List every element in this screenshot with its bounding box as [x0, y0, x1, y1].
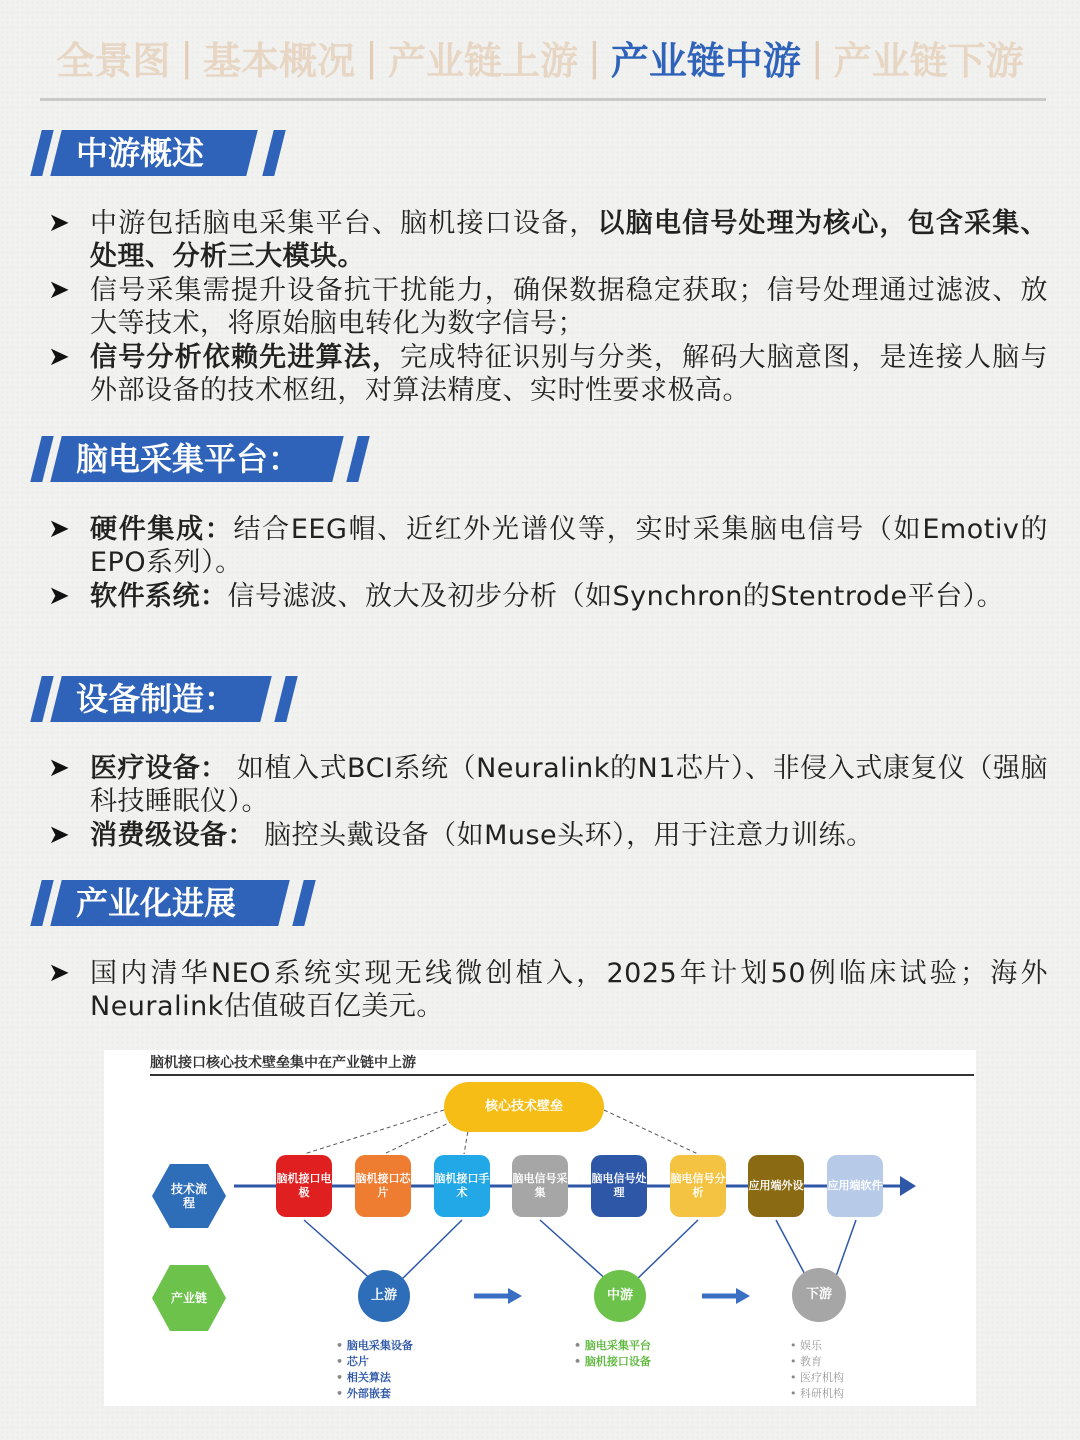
bullet-text: 信号采集需提升设备抗干扰能力，确保数据稳定获取；信号处理通过滤波、放大等技术，将原始脑电转化为数字信号；	[90, 275, 1048, 339]
list-item: • 芯片	[336, 1354, 413, 1370]
bullet-text: 如植入式BCI系统（Neuralink的N1芯片）、非侵入式康复仪（强脑科技睡眠仪）。	[90, 753, 1049, 817]
bullet-bold-text: 消费级设备：	[90, 820, 255, 851]
list-item	[48, 207, 1048, 273]
list-item	[48, 957, 1048, 1023]
list-item: • 科研机构	[790, 1386, 844, 1402]
core-barrier-node: 核心技术壁垒	[444, 1082, 604, 1132]
step-surgery: 脑机接口手术	[434, 1155, 490, 1217]
bullet-bold-text: 以脑电信号处理为核心，包含采集、处理、分析三大模块。	[90, 208, 1049, 272]
stage-upstream: 上游	[358, 1270, 410, 1322]
list-item	[48, 274, 1048, 340]
figure-title: 脑机接口核心技术壁垒集中在产业链中上游	[150, 1055, 416, 1071]
step-signal-collection: 脑电信号采集	[512, 1155, 568, 1217]
list-item	[48, 513, 1048, 579]
list-item: • 医疗机构	[790, 1370, 844, 1386]
arrow-bullet-icon: ➤	[48, 275, 70, 305]
section-title-text: 设备制造：	[76, 680, 237, 718]
list-item	[48, 752, 1048, 818]
bullet-text: 完成特征识别与分类，解码大脑意图，是连接人脑与外部设备的技术枢纽，对算法精度、实时性要求极高。	[90, 342, 1049, 406]
midstream-list	[574, 1338, 651, 1370]
arrow-bullet-icon: ➤	[48, 820, 70, 850]
arrow-bullet-icon: ➤	[48, 514, 70, 544]
nav-divider	[40, 98, 1046, 101]
nav-item-downstream[interactable]: 产业链下游	[833, 38, 1024, 83]
bullet-bold-text: 软件系统：	[90, 581, 228, 612]
bullet-text: 国内清华NEO系统实现无线微创植入，2025年计划50例临床试验；海外Neuralink估值破百亿美元。	[90, 958, 1048, 1022]
nav-item-overview[interactable]: 基本概况	[203, 38, 356, 83]
arrow-bullet-icon: ➤	[48, 581, 70, 611]
bullet-bold-text: 医疗设备：	[90, 753, 228, 784]
arrow-bullet-icon: ➤	[48, 208, 70, 238]
step-signal-analysis: 脑电信号分析	[670, 1155, 726, 1217]
list-item: • 娱乐	[790, 1338, 844, 1354]
step-electrode: 脑机接口电极	[276, 1155, 332, 1217]
bullet-bold-text: 硬件集成：	[90, 514, 234, 545]
list-item	[48, 341, 1048, 407]
step-software: 应用端软件	[827, 1155, 883, 1217]
downstream-list	[790, 1338, 844, 1402]
bullet-text: 脑控头戴设备（如Muse头环），用于注意力训练。	[255, 820, 874, 851]
stage-arrow-icon	[508, 1288, 522, 1304]
arrow-bullet-icon: ➤	[48, 753, 70, 783]
industry-chain-figure	[104, 1050, 976, 1406]
list-item	[48, 580, 1048, 613]
step-signal-processing: 脑电信号处理	[591, 1155, 647, 1217]
bullet-text: 中游包括脑电采集平台、脑机接口设备，	[90, 208, 598, 239]
hexagon-label: 产业链	[170, 1291, 207, 1305]
nav-separator: |	[588, 35, 601, 79]
list-item: • 脑电采集平台	[574, 1338, 651, 1354]
nav-separator: |	[365, 35, 378, 79]
step-peripheral: 应用端外设	[748, 1155, 804, 1217]
section-title-text: 脑电采集平台：	[76, 440, 301, 478]
list-item: • 脑电采集设备	[336, 1338, 413, 1354]
list-item: • 脑机接口设备	[574, 1354, 651, 1370]
flow-arrow-icon	[900, 1176, 916, 1196]
top-nav	[0, 22, 1080, 92]
list-item	[48, 819, 1048, 852]
section-title-text: 中游概述	[76, 134, 205, 172]
nav-item-midstream[interactable]: 产业链中游	[610, 38, 801, 83]
upstream-list	[336, 1338, 413, 1402]
list-item: • 外部嵌套	[336, 1386, 413, 1402]
bullet-bold-text: 信号分析依赖先进算法，	[90, 342, 401, 373]
list-item: • 相关算法	[336, 1370, 413, 1386]
stage-arrow-icon	[736, 1288, 750, 1304]
nav-separator: |	[810, 35, 824, 79]
arrow-bullet-icon: ➤	[48, 342, 70, 372]
stage-downstream: 下游	[792, 1268, 846, 1322]
step-chip: 脑机接口芯片	[355, 1155, 411, 1217]
nav-item-upstream[interactable]: 产业链上游	[387, 38, 578, 83]
arrow-bullet-icon: ➤	[48, 958, 70, 988]
hexagon-label: 技术流程	[170, 1182, 207, 1210]
nav-separator: |	[180, 35, 194, 79]
section-title-text: 产业化进展	[76, 884, 237, 922]
stage-midstream: 中游	[594, 1270, 646, 1322]
bullet-text: 结合EEG帽、近红外光谱仪等，实时采集脑电信号（如Emotiv的EPO系列）。	[90, 514, 1048, 578]
list-item: • 教育	[790, 1354, 844, 1370]
bullet-text: 信号滤波、放大及初步分析（如Synchron的Stentrode平台）。	[227, 581, 1005, 612]
nav-item-panorama[interactable]: 全景图	[56, 38, 171, 83]
